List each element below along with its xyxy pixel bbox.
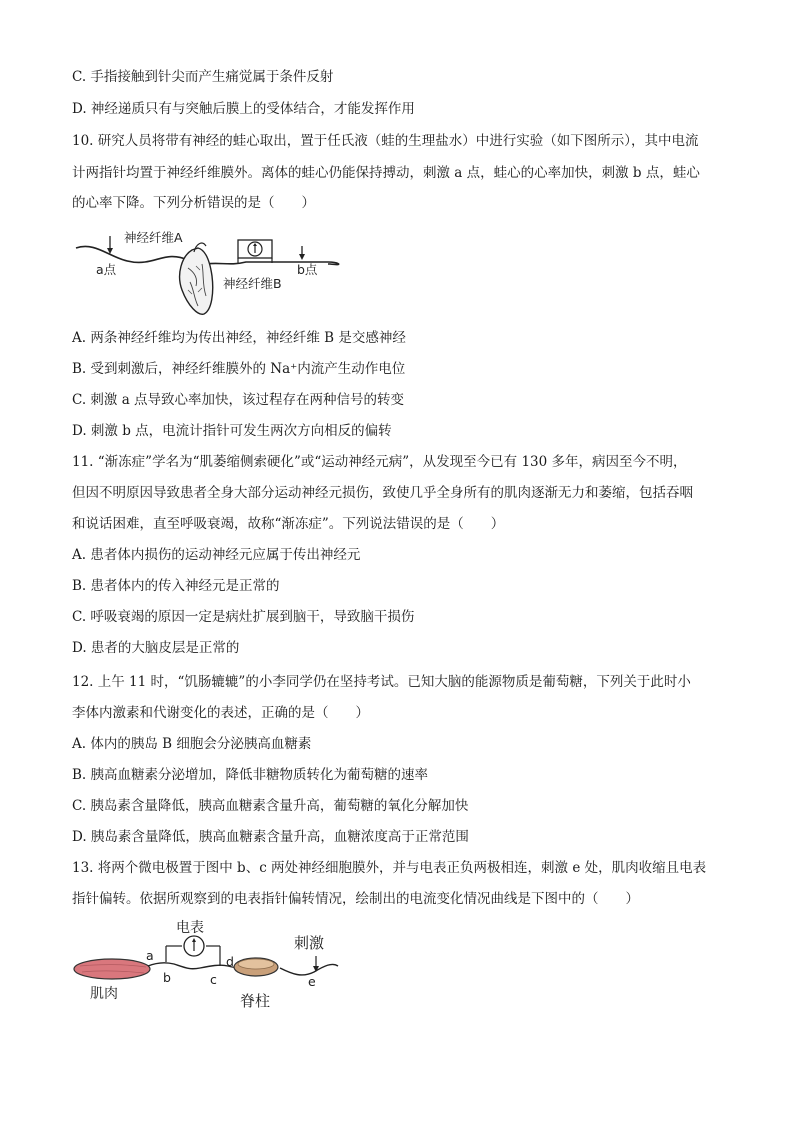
q13-reflex-arc-figure [70,916,350,1014]
q12-option-c: C. 胰岛素含量降低，胰高血糖素含量升高，葡萄糖的氧化分解加快 [72,798,469,814]
label-nerve-fiber-b: 神经纤维B [223,276,282,291]
q11-option-d: D. 患者的大脑皮层是正常的 [72,640,240,656]
q11-stem-line-2: 但因不明原因导致患者全身大部分运动神经元损伤，致使几乎全身所有的肌肉逐渐无力和萎缩，包括吞咽 [72,485,693,501]
q11-stem-line-3: 和说话困难，直至呼吸衰竭，故称“渐冻症”。下列说法错误的是（ ） [72,516,505,532]
label-point-b: b点 [297,262,318,277]
label-spine: 脊柱 [240,992,271,1010]
nerve-fiber-a-line [76,246,188,262]
label-point-a: a点 [96,262,117,277]
q11-option-b: B. 患者体内的传入神经元是正常的 [72,578,280,594]
q12-option-b: B. 胰高血糖素分泌增加，降低非糖物质转化为葡萄糖的速率 [72,767,429,783]
q13-stem-line-1: 13. 将两个微电极置于图中 b、c 两处神经细胞膜外，并与电表正负两极相连，刺激 e 处，肌肉收缩且电表 [72,860,707,876]
label-c: c [210,972,217,987]
label-stimulus: 刺激 [294,934,325,952]
label-muscle: 肌肉 [90,986,118,1002]
q11-option-a: A. 患者体内损伤的运动神经元应属于传出神经元 [72,547,361,563]
q13-stem-line-2: 指针偏转。依据所观察到的电表指针偏转情况，绘制出的电流变化情况曲线是下图中的（ ） [72,891,639,907]
muscle [74,959,150,979]
q10-frog-heart-figure [70,222,350,320]
q12-stem-line-1: 12. 上午 11 时，“饥肠辘辘”的小李同学仍在坚持考试。已知大脑的能源物质是葡萄糖，下列关于此时小 [72,674,691,690]
label-b: b [163,970,171,985]
q9-option-d: D. 神经递质只有与突触后膜上的受体结合，才能发挥作用 [72,101,415,117]
q12-option-a: A. 体内的胰岛 B 细胞会分泌胰高血糖素 [72,736,312,752]
q9-option-c: C. 手指接触到针尖而产生痛觉属于条件反射 [72,69,334,85]
q11-stem-line-1: 11. “渐冻症”学名为“肌萎缩侧索硬化”或“运动神经元病”，从发现至今已有 130 多年，病因至今不明， [72,454,687,470]
q10-option-a: A. 两条神经纤维均为传出神经，神经纤维 B 是交感神经 [72,330,406,346]
spine [234,958,278,976]
q10-option-b: B. 受到刺激后，神经纤维膜外的 Na⁺内流产生动作电位 [72,361,406,377]
q10-option-d: D. 刺激 b 点，电流计指针可发生两次方向相反的偏转 [72,423,392,439]
label-d: d [226,954,234,969]
q10-stem-line-2: 计两指针均置于神经纤维膜外。离体的蛙心仍能保持搏动，刺激 a 点，蛙心的心率加快，刺激 b 点，蛙心 [72,165,700,181]
q10-stem-line-1: 10. 研究人员将带有神经的蛙心取出，置于任氏液（蛙的生理盐水）中进行实验（如下图所示），其中电流 [72,133,699,149]
frog-heart [180,243,213,314]
q12-stem-line-2: 李体内激素和代谢变化的表述，正确的是（ ） [72,705,369,721]
label-nerve-fiber-a: 神经纤维A [124,230,183,245]
q10-stem-line-3: 的心率下降。下列分析错误的是（ ） [72,195,315,211]
label-a: a [146,948,154,963]
label-meter: 电表 [176,920,204,936]
label-e: e [308,974,316,989]
q10-option-c: C. 刺激 a 点导致心率加快，该过程存在两种信号的转变 [72,392,405,408]
q11-option-c: C. 呼吸衰竭的原因一定是病灶扩展到脑干，导致脑干损伤 [72,609,415,625]
q12-option-d: D. 胰岛素含量降低，胰高血糖素含量升高，血糖浓度高于正常范围 [72,829,469,845]
